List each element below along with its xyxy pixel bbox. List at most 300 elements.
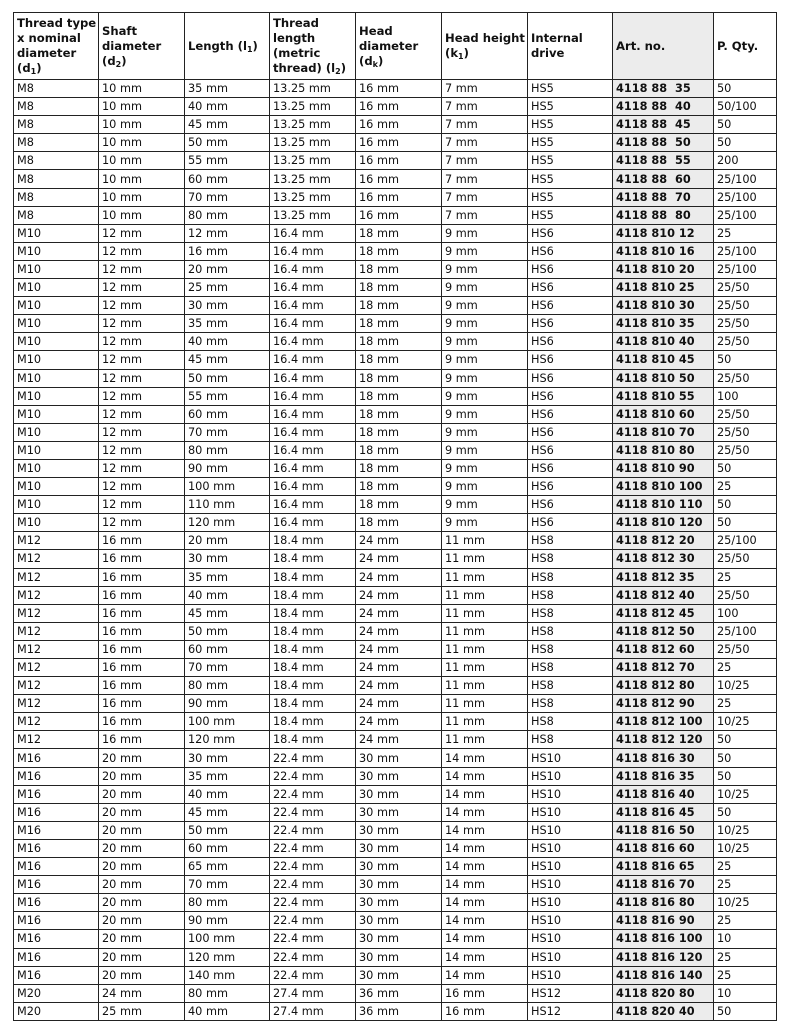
column-header-label: Thread type x nominal diameter	[17, 16, 97, 60]
thread-length-cell: 18.4 mm	[270, 586, 356, 604]
length-cell: 70 mm	[185, 188, 270, 206]
thread-type-cell: M10	[14, 423, 99, 441]
shaft-diameter-cell: 10 mm	[99, 80, 185, 98]
thread-type-cell: M16	[14, 876, 99, 894]
art-no-cell: 4118 810 100	[613, 478, 714, 496]
internal-drive-cell: HS8	[528, 568, 613, 586]
length-cell: 60 mm	[185, 170, 270, 188]
head-height-cell: 11 mm	[442, 604, 528, 622]
thread-type-cell: M10	[14, 514, 99, 532]
art-no-cell: 4118 816 80	[613, 894, 714, 912]
shaft-diameter-cell: 20 mm	[99, 930, 185, 948]
head-diameter-cell: 18 mm	[356, 514, 442, 532]
thread-type-cell: M8	[14, 116, 99, 134]
art-no-cell: 4118 812 30	[613, 550, 714, 568]
pack-qty-cell: 10/25	[714, 713, 777, 731]
internal-drive-cell: HS8	[528, 532, 613, 550]
head-diameter-cell: 30 mm	[356, 858, 442, 876]
thread-length-cell: 18.4 mm	[270, 622, 356, 640]
column-header-label: Internal drive	[531, 31, 583, 60]
pack-qty-cell: 50	[714, 767, 777, 785]
shaft-diameter-cell: 16 mm	[99, 731, 185, 749]
shaft-diameter-cell: 20 mm	[99, 948, 185, 966]
table-row	[14, 80, 777, 98]
art-no-cell: 4118 816 60	[613, 839, 714, 857]
thread-length-cell: 18.4 mm	[270, 568, 356, 586]
pack-qty-cell: 10/25	[714, 821, 777, 839]
art-no-cell: 4118 810 20	[613, 260, 714, 278]
table-row	[14, 188, 777, 206]
thread-type-cell: M10	[14, 351, 99, 369]
head-height-cell: 9 mm	[442, 423, 528, 441]
pack-qty-cell: 25	[714, 478, 777, 496]
internal-drive-cell: HS8	[528, 550, 613, 568]
shaft-diameter-cell: 12 mm	[99, 315, 185, 333]
head-diameter-cell: 18 mm	[356, 242, 442, 260]
length-cell: 30 mm	[185, 297, 270, 315]
shaft-diameter-cell: 16 mm	[99, 677, 185, 695]
column-header-symbol: d	[364, 53, 373, 68]
length-cell: 35 mm	[185, 315, 270, 333]
art-no-cell: 4118 816 140	[613, 966, 714, 984]
internal-drive-cell: HS5	[528, 206, 613, 224]
thread-type-cell: M12	[14, 659, 99, 677]
head-diameter-cell: 24 mm	[356, 677, 442, 695]
length-cell: 16 mm	[185, 242, 270, 260]
thread-length-cell: 13.25 mm	[270, 206, 356, 224]
thread-length-cell: 18.4 mm	[270, 677, 356, 695]
column-header-label: P. Qty.	[717, 38, 759, 53]
internal-drive-cell: HS8	[528, 622, 613, 640]
head-height-cell: 11 mm	[442, 659, 528, 677]
thread-length-cell: 16.4 mm	[270, 315, 356, 333]
table-row	[14, 333, 777, 351]
table-row	[14, 659, 777, 677]
head-diameter-cell: 30 mm	[356, 966, 442, 984]
table-row	[14, 604, 777, 622]
thread-type-cell: M20	[14, 984, 99, 1002]
thread-type-cell: M10	[14, 297, 99, 315]
thread-length-cell: 18.4 mm	[270, 731, 356, 749]
product-table	[13, 12, 777, 1021]
table-row	[14, 279, 777, 297]
table-row	[14, 713, 777, 731]
art-no-cell: 4118 816 70	[613, 876, 714, 894]
head-diameter-cell: 16 mm	[356, 170, 442, 188]
art-no-cell: 4118 816 30	[613, 749, 714, 767]
internal-drive-cell: HS6	[528, 459, 613, 477]
pack-qty-cell: 25/100	[714, 260, 777, 278]
head-height-cell: 16 mm	[442, 1002, 528, 1020]
shaft-diameter-cell: 16 mm	[99, 622, 185, 640]
art-no-cell: 4118 810 12	[613, 224, 714, 242]
thread-length-cell: 27.4 mm	[270, 1002, 356, 1020]
thread-type-cell: M12	[14, 586, 99, 604]
art-no-cell: 4118 810 80	[613, 441, 714, 459]
thread-length-cell: 16.4 mm	[270, 423, 356, 441]
table-row	[14, 749, 777, 767]
internal-drive-cell: HS8	[528, 677, 613, 695]
head-height-cell: 7 mm	[442, 134, 528, 152]
thread-type-cell: M20	[14, 1002, 99, 1020]
thread-type-cell: M8	[14, 98, 99, 116]
thread-type-cell: M16	[14, 749, 99, 767]
length-cell: 40 mm	[185, 98, 270, 116]
table-row	[14, 930, 777, 948]
thread-length-cell: 16.4 mm	[270, 478, 356, 496]
head-diameter-cell: 30 mm	[356, 839, 442, 857]
table-row	[14, 297, 777, 315]
internal-drive-cell: HS10	[528, 966, 613, 984]
thread-length-cell: 22.4 mm	[270, 858, 356, 876]
length-cell: 55 mm	[185, 387, 270, 405]
head-height-cell: 7 mm	[442, 206, 528, 224]
column-header	[528, 13, 613, 80]
art-no-cell: 4118 816 45	[613, 803, 714, 821]
pack-qty-cell: 25/100	[714, 242, 777, 260]
length-cell: 35 mm	[185, 767, 270, 785]
shaft-diameter-cell: 16 mm	[99, 532, 185, 550]
head-height-cell: 14 mm	[442, 767, 528, 785]
table-row	[14, 152, 777, 170]
thread-type-cell: M10	[14, 315, 99, 333]
length-cell: 60 mm	[185, 839, 270, 857]
art-no-cell: 4118 816 90	[613, 912, 714, 930]
table-row	[14, 948, 777, 966]
pack-qty-cell: 50	[714, 803, 777, 821]
head-height-cell: 14 mm	[442, 930, 528, 948]
shaft-diameter-cell: 20 mm	[99, 858, 185, 876]
head-diameter-cell: 18 mm	[356, 441, 442, 459]
table-row	[14, 224, 777, 242]
art-no-cell: 4118 810 45	[613, 351, 714, 369]
shaft-diameter-cell: 12 mm	[99, 478, 185, 496]
document	[13, 12, 777, 1021]
shaft-diameter-cell: 16 mm	[99, 713, 185, 731]
thread-length-cell: 13.25 mm	[270, 98, 356, 116]
pack-qty-cell: 200	[714, 152, 777, 170]
head-diameter-cell: 30 mm	[356, 785, 442, 803]
thread-type-cell: M12	[14, 731, 99, 749]
art-no-cell: 4118 812 70	[613, 659, 714, 677]
length-cell: 50 mm	[185, 369, 270, 387]
head-height-cell: 11 mm	[442, 532, 528, 550]
thread-type-cell: M16	[14, 894, 99, 912]
head-height-cell: 9 mm	[442, 441, 528, 459]
thread-length-cell: 16.4 mm	[270, 224, 356, 242]
thread-length-cell: 22.4 mm	[270, 767, 356, 785]
shaft-diameter-cell: 12 mm	[99, 423, 185, 441]
table-row	[14, 134, 777, 152]
length-cell: 30 mm	[185, 749, 270, 767]
head-diameter-cell: 36 mm	[356, 984, 442, 1002]
thread-length-cell: 13.25 mm	[270, 188, 356, 206]
internal-drive-cell: HS10	[528, 858, 613, 876]
thread-length-cell: 13.25 mm	[270, 170, 356, 188]
length-cell: 100 mm	[185, 713, 270, 731]
table-row	[14, 803, 777, 821]
length-cell: 80 mm	[185, 984, 270, 1002]
length-cell: 80 mm	[185, 441, 270, 459]
length-cell: 120 mm	[185, 514, 270, 532]
thread-type-cell: M12	[14, 713, 99, 731]
thread-type-cell: M16	[14, 966, 99, 984]
table-row	[14, 369, 777, 387]
table-body	[14, 80, 777, 1021]
pack-qty-cell: 25/50	[714, 333, 777, 351]
thread-length-cell: 22.4 mm	[270, 966, 356, 984]
internal-drive-cell: HS8	[528, 604, 613, 622]
head-diameter-cell: 18 mm	[356, 333, 442, 351]
table-row	[14, 514, 777, 532]
thread-type-cell: M8	[14, 152, 99, 170]
head-height-cell: 16 mm	[442, 984, 528, 1002]
internal-drive-cell: HS6	[528, 478, 613, 496]
table-row	[14, 496, 777, 514]
thread-length-cell: 16.4 mm	[270, 279, 356, 297]
pack-qty-cell: 25/50	[714, 369, 777, 387]
head-diameter-cell: 30 mm	[356, 930, 442, 948]
internal-drive-cell: HS6	[528, 387, 613, 405]
head-height-cell: 11 mm	[442, 622, 528, 640]
thread-length-cell: 16.4 mm	[270, 260, 356, 278]
length-cell: 140 mm	[185, 966, 270, 984]
length-cell: 120 mm	[185, 948, 270, 966]
head-diameter-cell: 16 mm	[356, 206, 442, 224]
head-diameter-cell: 16 mm	[356, 188, 442, 206]
head-diameter-cell: 18 mm	[356, 459, 442, 477]
pack-qty-cell: 25/100	[714, 170, 777, 188]
pack-qty-cell: 10	[714, 930, 777, 948]
head-diameter-cell: 18 mm	[356, 496, 442, 514]
shaft-diameter-cell: 12 mm	[99, 369, 185, 387]
shaft-diameter-cell: 10 mm	[99, 188, 185, 206]
shaft-diameter-cell: 20 mm	[99, 876, 185, 894]
head-diameter-cell: 24 mm	[356, 568, 442, 586]
thread-length-cell: 22.4 mm	[270, 839, 356, 857]
column-header-symbol: l	[242, 38, 247, 53]
head-height-cell: 11 mm	[442, 568, 528, 586]
head-height-cell: 7 mm	[442, 98, 528, 116]
head-height-cell: 9 mm	[442, 224, 528, 242]
head-diameter-cell: 30 mm	[356, 876, 442, 894]
internal-drive-cell: HS6	[528, 441, 613, 459]
head-diameter-cell: 18 mm	[356, 369, 442, 387]
thread-length-cell: 27.4 mm	[270, 984, 356, 1002]
table-row	[14, 260, 777, 278]
internal-drive-cell: HS10	[528, 821, 613, 839]
pack-qty-cell: 100	[714, 604, 777, 622]
thread-type-cell: M10	[14, 333, 99, 351]
thread-type-cell: M12	[14, 677, 99, 695]
art-no-cell: 4118 88 80	[613, 206, 714, 224]
art-no-cell: 4118 812 80	[613, 677, 714, 695]
shaft-diameter-cell: 20 mm	[99, 912, 185, 930]
head-height-cell: 14 mm	[442, 785, 528, 803]
shaft-diameter-cell: 10 mm	[99, 98, 185, 116]
internal-drive-cell: HS10	[528, 876, 613, 894]
table-row	[14, 966, 777, 984]
thread-type-cell: M16	[14, 930, 99, 948]
shaft-diameter-cell: 12 mm	[99, 260, 185, 278]
pack-qty-cell: 25/50	[714, 405, 777, 423]
pack-qty-cell: 25	[714, 695, 777, 713]
length-cell: 35 mm	[185, 568, 270, 586]
head-diameter-cell: 18 mm	[356, 387, 442, 405]
table-row	[14, 839, 777, 857]
column-header-label: Art. no.	[616, 38, 666, 53]
pack-qty-cell: 25/50	[714, 297, 777, 315]
head-diameter-cell: 30 mm	[356, 803, 442, 821]
length-cell: 25 mm	[185, 279, 270, 297]
head-height-cell: 7 mm	[442, 152, 528, 170]
head-height-cell: 7 mm	[442, 188, 528, 206]
pack-qty-cell: 25/100	[714, 622, 777, 640]
length-cell: 70 mm	[185, 876, 270, 894]
column-header-subscript: 1	[246, 44, 253, 54]
internal-drive-cell: HS6	[528, 224, 613, 242]
table-row	[14, 315, 777, 333]
head-diameter-cell: 30 mm	[356, 948, 442, 966]
art-no-cell: 4118 88 35	[613, 80, 714, 98]
internal-drive-cell: HS8	[528, 640, 613, 658]
thread-type-cell: M16	[14, 839, 99, 857]
internal-drive-cell: HS8	[528, 659, 613, 677]
head-height-cell: 14 mm	[442, 858, 528, 876]
thread-length-cell: 22.4 mm	[270, 785, 356, 803]
shaft-diameter-cell: 20 mm	[99, 894, 185, 912]
internal-drive-cell: HS12	[528, 984, 613, 1002]
art-no-cell: 4118 88 45	[613, 116, 714, 134]
table-header-row	[14, 13, 777, 80]
pack-qty-cell: 50	[714, 116, 777, 134]
art-no-cell: 4118 812 40	[613, 586, 714, 604]
thread-length-cell: 22.4 mm	[270, 930, 356, 948]
internal-drive-cell: HS10	[528, 749, 613, 767]
internal-drive-cell: HS12	[528, 1002, 613, 1020]
shaft-diameter-cell: 16 mm	[99, 695, 185, 713]
shaft-diameter-cell: 20 mm	[99, 803, 185, 821]
table-row	[14, 206, 777, 224]
thread-type-cell: M10	[14, 496, 99, 514]
table-row	[14, 441, 777, 459]
pack-qty-cell: 25	[714, 659, 777, 677]
thread-length-cell: 13.25 mm	[270, 116, 356, 134]
head-height-cell: 11 mm	[442, 731, 528, 749]
pack-qty-cell: 25	[714, 224, 777, 242]
length-cell: 45 mm	[185, 116, 270, 134]
thread-type-cell: M12	[14, 640, 99, 658]
thread-type-cell: M8	[14, 170, 99, 188]
internal-drive-cell: HS8	[528, 586, 613, 604]
table-row	[14, 405, 777, 423]
length-cell: 120 mm	[185, 731, 270, 749]
internal-drive-cell: HS10	[528, 767, 613, 785]
internal-drive-cell: HS6	[528, 496, 613, 514]
length-cell: 12 mm	[185, 224, 270, 242]
art-no-cell: 4118 88 60	[613, 170, 714, 188]
column-header: Shaft diameter $(d_2)$	[99, 13, 185, 80]
length-cell: 30 mm	[185, 550, 270, 568]
thread-type-cell: M10	[14, 369, 99, 387]
head-diameter-cell: 16 mm	[356, 98, 442, 116]
thread-length-cell: 22.4 mm	[270, 876, 356, 894]
shaft-diameter-cell: 20 mm	[99, 966, 185, 984]
shaft-diameter-cell: 16 mm	[99, 586, 185, 604]
thread-type-cell: M12	[14, 695, 99, 713]
length-cell: 45 mm	[185, 604, 270, 622]
pack-qty-cell: 25	[714, 948, 777, 966]
table-row	[14, 170, 777, 188]
length-cell: 65 mm	[185, 858, 270, 876]
internal-drive-cell: HS5	[528, 80, 613, 98]
table-row	[14, 568, 777, 586]
internal-drive-cell: HS10	[528, 912, 613, 930]
pack-qty-cell: 50/100	[714, 98, 777, 116]
art-no-cell: 4118 810 16	[613, 242, 714, 260]
head-diameter-cell: 24 mm	[356, 695, 442, 713]
internal-drive-cell: HS5	[528, 134, 613, 152]
internal-drive-cell: HS6	[528, 242, 613, 260]
length-cell: 100 mm	[185, 478, 270, 496]
head-height-cell: 9 mm	[442, 333, 528, 351]
head-diameter-cell: 24 mm	[356, 659, 442, 677]
column-header-subscript: k	[372, 59, 378, 69]
table-row	[14, 984, 777, 1002]
head-height-cell: 14 mm	[442, 839, 528, 857]
column-header-symbol: d	[22, 61, 31, 75]
internal-drive-cell: HS6	[528, 279, 613, 297]
head-height-cell: 7 mm	[442, 80, 528, 98]
length-cell: 40 mm	[185, 586, 270, 604]
column-header-label: Head diameter	[359, 23, 419, 53]
table-row	[14, 876, 777, 894]
thread-length-cell: 16.4 mm	[270, 297, 356, 315]
pack-qty-cell: 50	[714, 459, 777, 477]
art-no-cell: 4118 812 100	[613, 713, 714, 731]
head-height-cell: 9 mm	[442, 514, 528, 532]
length-cell: 35 mm	[185, 80, 270, 98]
thread-type-cell: M10	[14, 387, 99, 405]
head-diameter-cell: 24 mm	[356, 532, 442, 550]
pack-qty-cell: 10/25	[714, 785, 777, 803]
table-row	[14, 586, 777, 604]
shaft-diameter-cell: 12 mm	[99, 387, 185, 405]
column-header: Length $(l_1)$	[185, 13, 270, 80]
thread-length-cell: 16.4 mm	[270, 351, 356, 369]
internal-drive-cell: HS10	[528, 930, 613, 948]
art-no-cell: 4118 88 50	[613, 134, 714, 152]
pack-qty-cell: 25/100	[714, 188, 777, 206]
length-cell: 50 mm	[185, 622, 270, 640]
table-row	[14, 731, 777, 749]
head-diameter-cell: 16 mm	[356, 134, 442, 152]
head-height-cell: 9 mm	[442, 297, 528, 315]
column-header: Thread type x nominal diameter $(d_1)$	[14, 13, 99, 80]
thread-type-cell: M10	[14, 242, 99, 260]
column-header-label: Length	[188, 38, 234, 53]
thread-length-cell: 16.4 mm	[270, 441, 356, 459]
thread-type-cell: M10	[14, 459, 99, 477]
shaft-diameter-cell: 20 mm	[99, 767, 185, 785]
length-cell: 90 mm	[185, 459, 270, 477]
head-diameter-cell: 18 mm	[356, 224, 442, 242]
thread-length-cell: 18.4 mm	[270, 532, 356, 550]
thread-length-cell: 18.4 mm	[270, 640, 356, 658]
length-cell: 20 mm	[185, 532, 270, 550]
thread-length-cell: 13.25 mm	[270, 134, 356, 152]
thread-type-cell: M10	[14, 260, 99, 278]
